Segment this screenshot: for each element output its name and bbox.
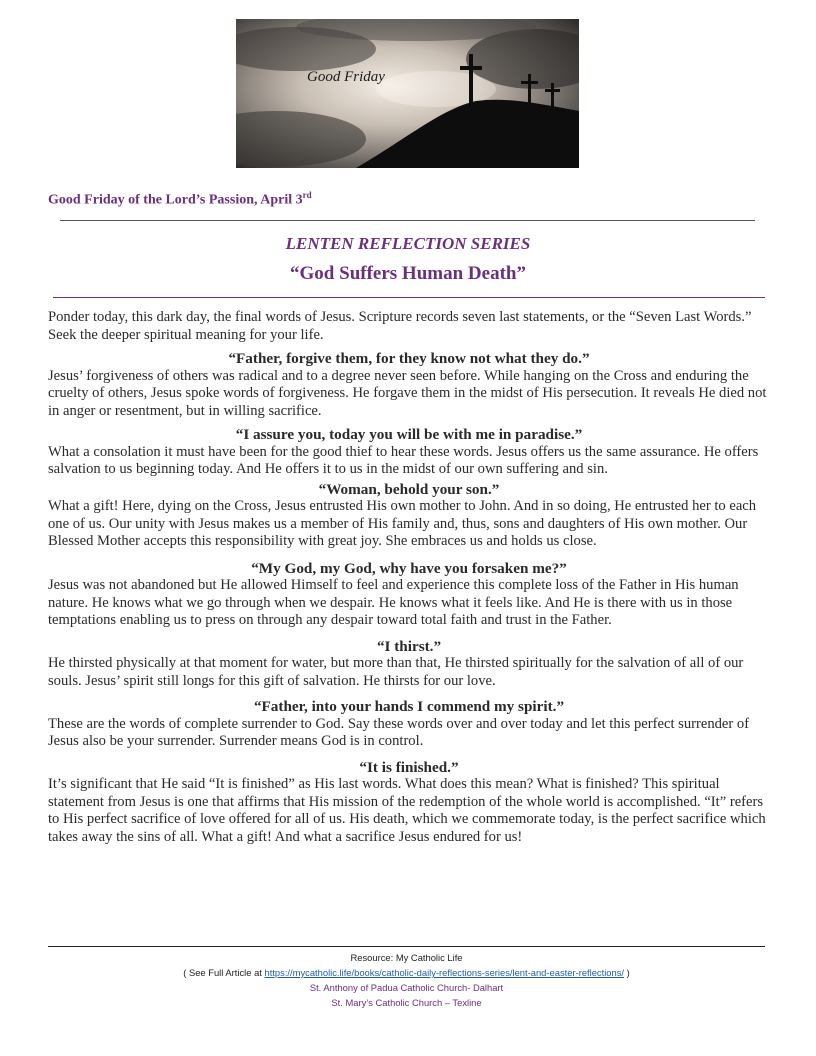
series-title: LENTEN REFLECTION SERIES: [285, 234, 531, 253]
dateline-suffix: rd: [302, 190, 312, 200]
word-section: [48, 426, 770, 479]
word-quote: “It is finished.”: [359, 758, 459, 776]
word-text: It’s significant that He said “It is finished” as His last words. What does this mean? What is finished? This spiritual statement from Jesus is one that affirms that His mission of the redemption of the whole world is accomplished. “It” refers to His perfect sacrifice of love offered for all of us. His death, which we commemorate today, is the perfect sacrifice which takes away the sins of all. What a gift! And what a sacrifice Jesus endured for us!: [48, 776, 766, 845]
dateline: [48, 190, 312, 209]
word-text: These are the words of complete surrender to God. Say these words over and over today and let this perfect surrender of Jesus also be your surrender. Surrender means God is in control.: [48, 715, 750, 749]
intro-paragraph: Ponder today, this dark day, the final words of Jesus. Scripture records seven last statements, or the “Seven Last Words.” Seek the deeper spiritual meaning for your life.: [48, 309, 752, 343]
resource-line: Resource: My Catholic Life: [350, 952, 463, 963]
banner-caption: Good Friday: [307, 69, 385, 85]
word-text: What a consolation it must have been for the good thief to hear these words. Jesus offers us the same assurance. He offers salvation to us beginning today. And He offers it to us in the midst of our own suffering and sin.: [48, 443, 759, 477]
footer: [48, 950, 765, 1010]
word-quote: “Father, forgive them, for they know not what they do.”: [228, 350, 590, 367]
see-suffix: ): [624, 967, 630, 978]
divider-series: [53, 297, 765, 298]
church-dalhart: St. Anthony of Padua Catholic Church- Dalhart: [309, 982, 504, 993]
see-full-article: [48, 965, 765, 980]
good-friday-banner: [236, 19, 579, 168]
word-section: [48, 560, 770, 630]
word-text: Jesus’ forgiveness of others was radical and to a degree never seen before. While hanging on the Cross and enduring the cruelty of others, Jesus spoke words of forgiveness. He forgave them in the midst of His persecution. It reveals He died not in anger or resentment, but in willing sacrifice.: [48, 367, 767, 419]
reflection-body: [48, 309, 770, 846]
word-section: [48, 698, 770, 751]
series-subtitle: “God Suffers Human Death”: [290, 263, 526, 284]
word-section: [48, 481, 770, 551]
word-quote: “I assure you, today you will be with me in paradise.”: [235, 426, 583, 443]
word-quote: “I thirst.”: [376, 637, 442, 655]
word-section: [48, 638, 770, 691]
word-text: What a gift! Here, dying on the Cross, Jesus entrusted His own mother to John. And in so doing, He entrusted her to each one of us. Our unity with Jesus makes us a member of His family and, thus, sons and daughters of His own mother. Our Blessed Mother accepts this responsibility with great joy. She embraces us and holds us close.: [48, 498, 757, 549]
divider-footer: [48, 946, 765, 947]
church-texline: St. Mary’s Catholic Church – Texline: [331, 997, 482, 1008]
word-section: [48, 350, 770, 420]
dateline-text: Good Friday of the Lord’s Passion, April 3: [48, 192, 303, 208]
divider-top: [60, 220, 755, 221]
crosses-on-hill-icon: [236, 19, 579, 168]
article-link[interactable]: https://mycatholic.life/books/catholic-daily-reflections-series/lent-and-easter-reflections/: [264, 967, 625, 978]
word-section: [48, 759, 770, 847]
see-prefix: ( See Full Article at: [183, 967, 265, 978]
word-quote: “Woman, behold your son.”: [318, 480, 500, 498]
word-text: He thirsted physically at that moment for water, but more than that, He thirsted spiritually for the salvation of all of our souls. Jesus’ spirit still longs for this gift of salvation. He thirsts for our love.: [48, 655, 744, 689]
word-quote: “My God, my God, why have you forsaken me?”: [251, 559, 567, 577]
word-text: Jesus was not abandoned but He allowed Himself to feel and experience this complete loss of the Father in His human nature. He knows what we go through when we despair. He knows what it feels like. And He is there with us in those temptations enabling us to press on through any despair toward total faith and trust in the Father.: [48, 577, 739, 628]
word-quote: “Father, into your hands I commend my spirit.”: [253, 698, 565, 715]
